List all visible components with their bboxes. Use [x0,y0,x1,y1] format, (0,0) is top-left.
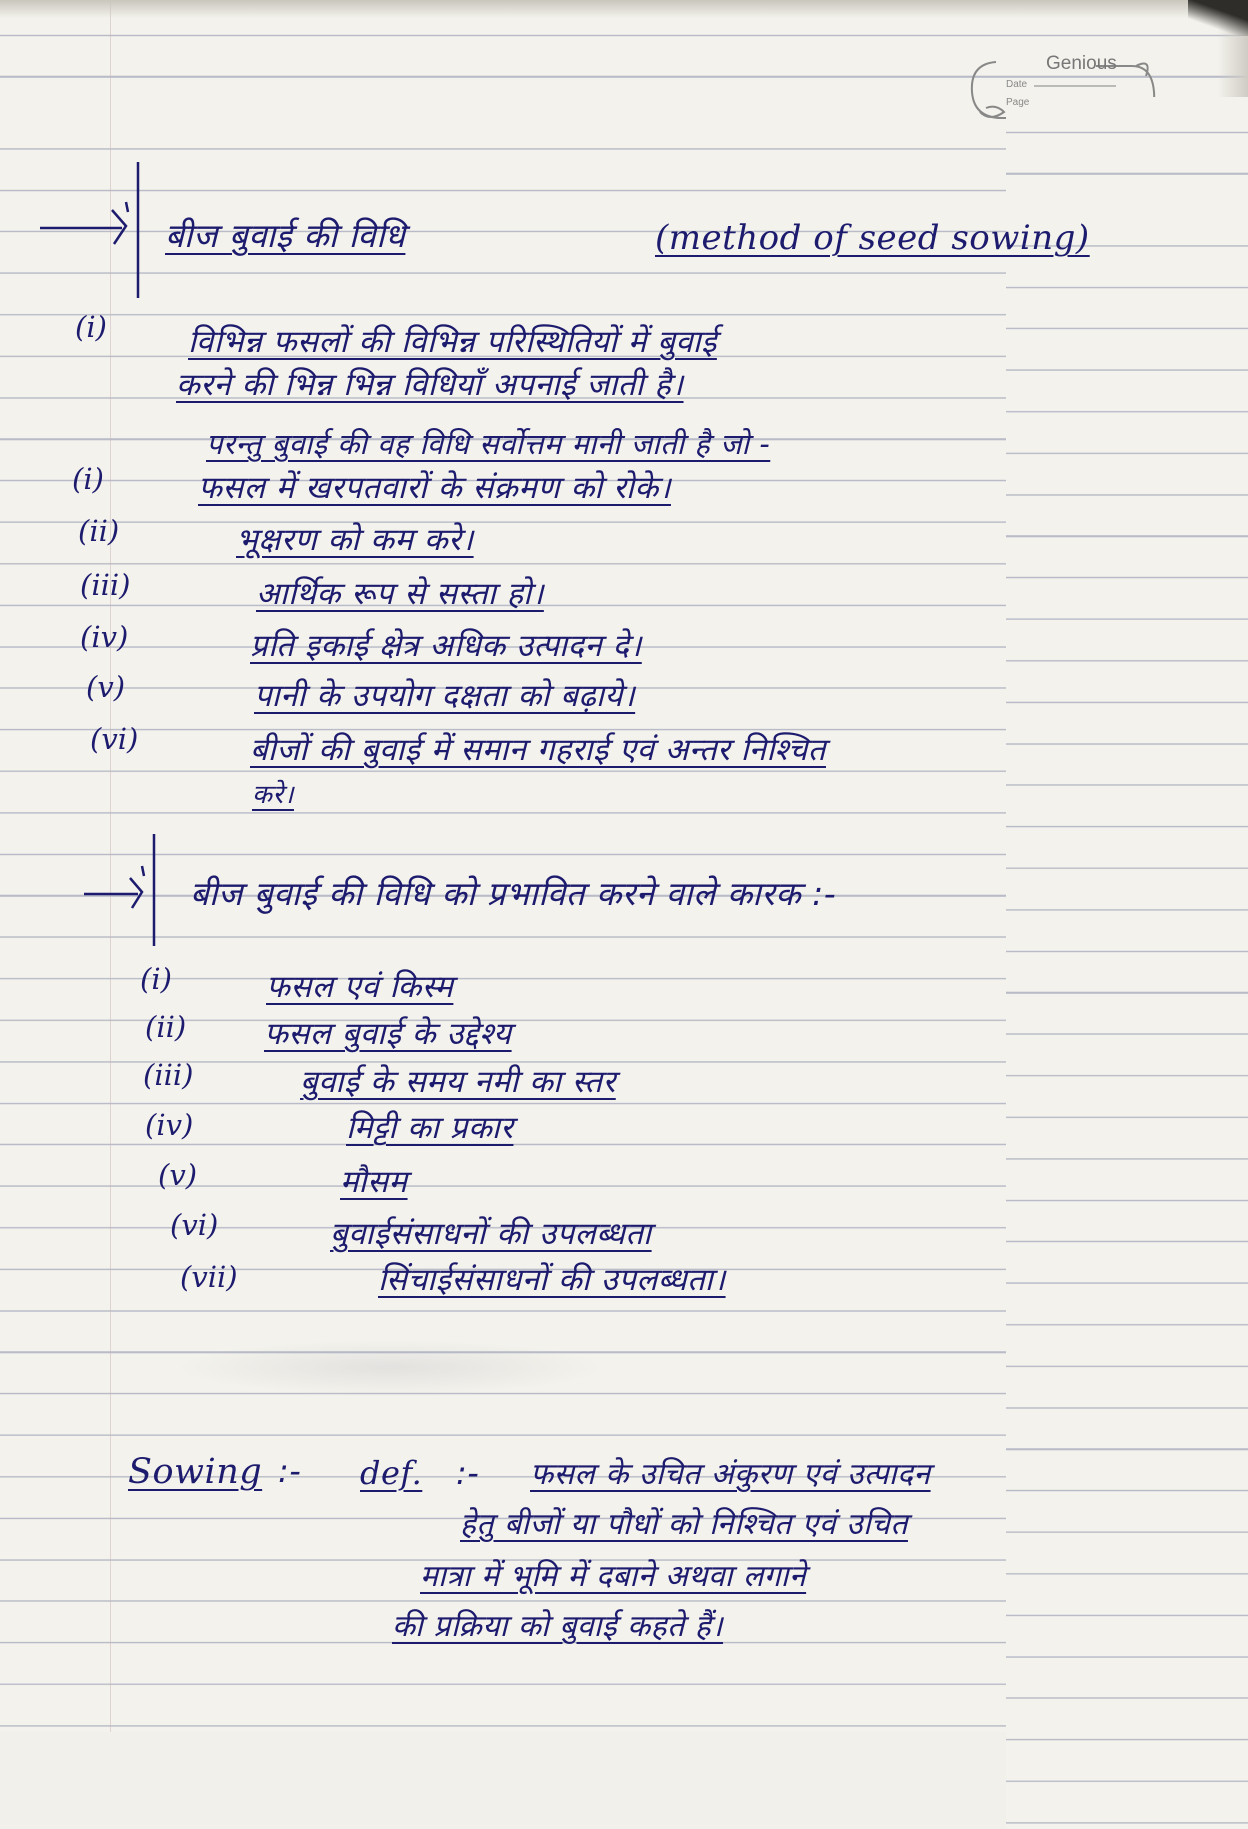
s2-item-5-text: मौसम [340,1164,408,1200]
s1-item-4-marker: (iv) [80,620,129,654]
s2-item-6-text: बुवाईसंसाधनों की उपलब्धता [330,1216,652,1252]
section1-title-hindi: बीज बुवाई की विधि [165,216,406,255]
arrow-bullet-icon [30,160,150,300]
s1-item-3-marker: (iii) [80,568,131,602]
definition-separator: :- [278,1452,302,1490]
notebook-brand-box [966,52,1161,130]
page-label: Page [1006,97,1248,1829]
s1-item-4-text: प्रति इकाई क्षेत्र अधिक उत्पादन दे। [250,628,642,664]
s1-item-1-marker: (i) [72,462,104,496]
definition-line-1: फसल के उचित अंकुरण एवं उत्पादन [530,1457,931,1492]
s2-item-7-marker: (vii) [180,1260,238,1294]
s1-item-6-marker: (vi) [90,722,139,756]
s2-item-2-marker: (ii) [145,1010,187,1044]
s1-item-3-text: आर्थिक रूप से सस्ता हो। [256,576,544,612]
section2-title: बीज बुवाई की विधि को प्रभावित करने वाले कारक :- [190,874,837,913]
definition-line-4: की प्रक्रिया को बुवाई कहते हैं। [392,1609,724,1644]
s2-item-2-text: फसल बुवाई के उद्देश्य [264,1016,512,1052]
definition-separator-2: :- [456,1454,480,1492]
s2-item-6-marker: (vi) [170,1208,219,1242]
page-shadow-top [0,0,1248,18]
page-corner-shadow [1188,0,1248,36]
intro-line-2: करने की भिन्न भिन्न विधियाँ अपनाई जाती है। [176,367,684,403]
s2-item-3-text: बुवाई के समय नमी का स्तर [300,1064,616,1100]
definition-line-2: हेतु बीजों या पौधों को निश्चित एवं उचित [460,1507,908,1542]
s1-item-6-continuation: करे। [252,780,294,810]
intro-line-3: परन्तु बुवाई की वह विधि सर्वोत्तम मानी जाती है जो - [206,427,771,461]
s2-item-4-text: मिट्टी का प्रकार [346,1110,514,1146]
s1-item-6-text: बीजों की बुवाई में समान गहराई एवं अन्तर निश्चित [250,732,826,768]
s2-item-4-marker: (iv) [145,1108,194,1142]
s1-item-5-marker: (v) [86,670,126,704]
intro-line-1: विभिन्न फसलों की विभिन्न परिस्थितियों में बुवाई [188,324,717,360]
date-label: Date [1006,79,1028,90]
definition-label: def. [360,1454,423,1492]
erased-smudge [175,1340,605,1395]
s1-item-2-text: भूक्षरण को कम करे। [236,522,474,558]
section1-title-english: (method of seed sowing) [655,218,1090,258]
s1-item-5-text: पानी के उपयोग दक्षता को बढ़ाये। [254,678,636,714]
s1-item-1-text: फसल में खरपतवारों के संक्रमण को रोके। [198,470,671,506]
arrow-bullet-icon [80,830,170,950]
s2-item-3-marker: (iii) [143,1058,194,1092]
s1-item-2-marker: (ii) [78,514,120,548]
definition-term: Sowing [128,1452,263,1492]
intro-marker: (i) [75,310,107,344]
brand-name: Genious [1046,53,1117,74]
s2-item-7-text: सिंचाईसंसाधनों की उपलब्धता। [378,1262,726,1298]
s2-item-1-text: फसल एवं किस्म [266,969,454,1005]
definition-line-3: मात्रा में भूमि में दबाने अथवा लगाने [420,1559,807,1594]
s2-item-5-marker: (v) [158,1158,198,1192]
s2-item-1-marker: (i) [140,962,172,996]
